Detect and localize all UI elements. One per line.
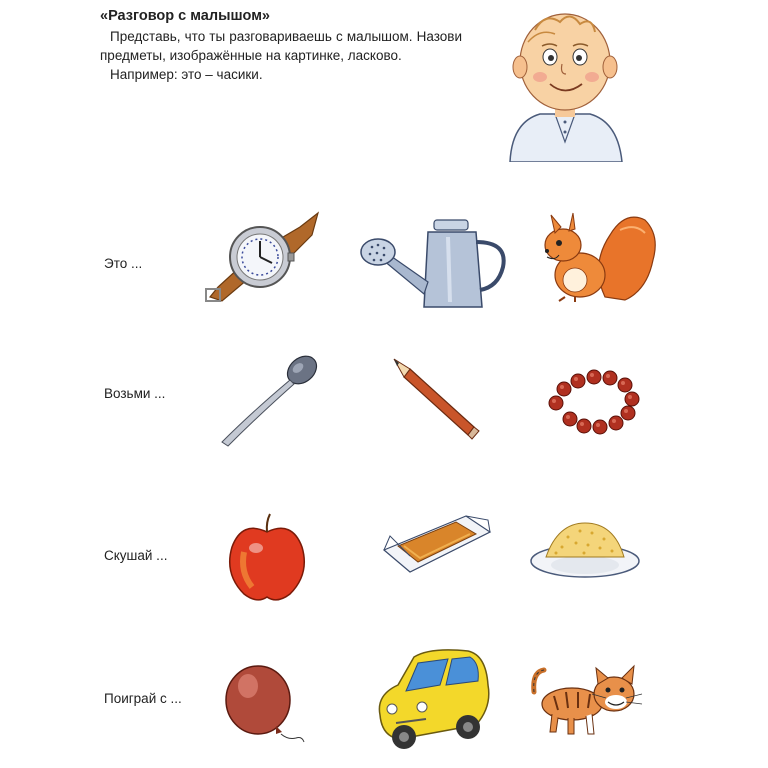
porridge-icon [528,515,643,585]
butter-icon [380,508,495,583]
watering-can-icon [358,212,508,312]
squirrel-icon [535,205,660,305]
toy-car-icon [370,645,495,753]
balloon-icon [218,660,308,752]
pencil-icon [390,355,485,440]
row-label-take: Возьми ... [104,386,166,401]
exercise-header [100,8,462,84]
exercise-instruction: Представь, что ты разговариваешь с малышом. Назови предметы, изображённые на картинке, ласково. [100,29,462,63]
row-label-eat: Скушай ... [104,548,168,563]
cat-icon [530,662,645,737]
beads-icon [540,365,645,440]
spoon-icon [212,350,327,450]
row-label-play: Поиграй с ... [104,691,182,706]
boy-illustration [500,2,630,162]
exercise-title: «Разговор с малышом» [100,8,270,24]
apple-icon [222,512,312,604]
exercise-example: Например: это – часики. [110,67,263,82]
row-label-this: Это ... [104,256,143,271]
watch-icon [200,205,330,305]
